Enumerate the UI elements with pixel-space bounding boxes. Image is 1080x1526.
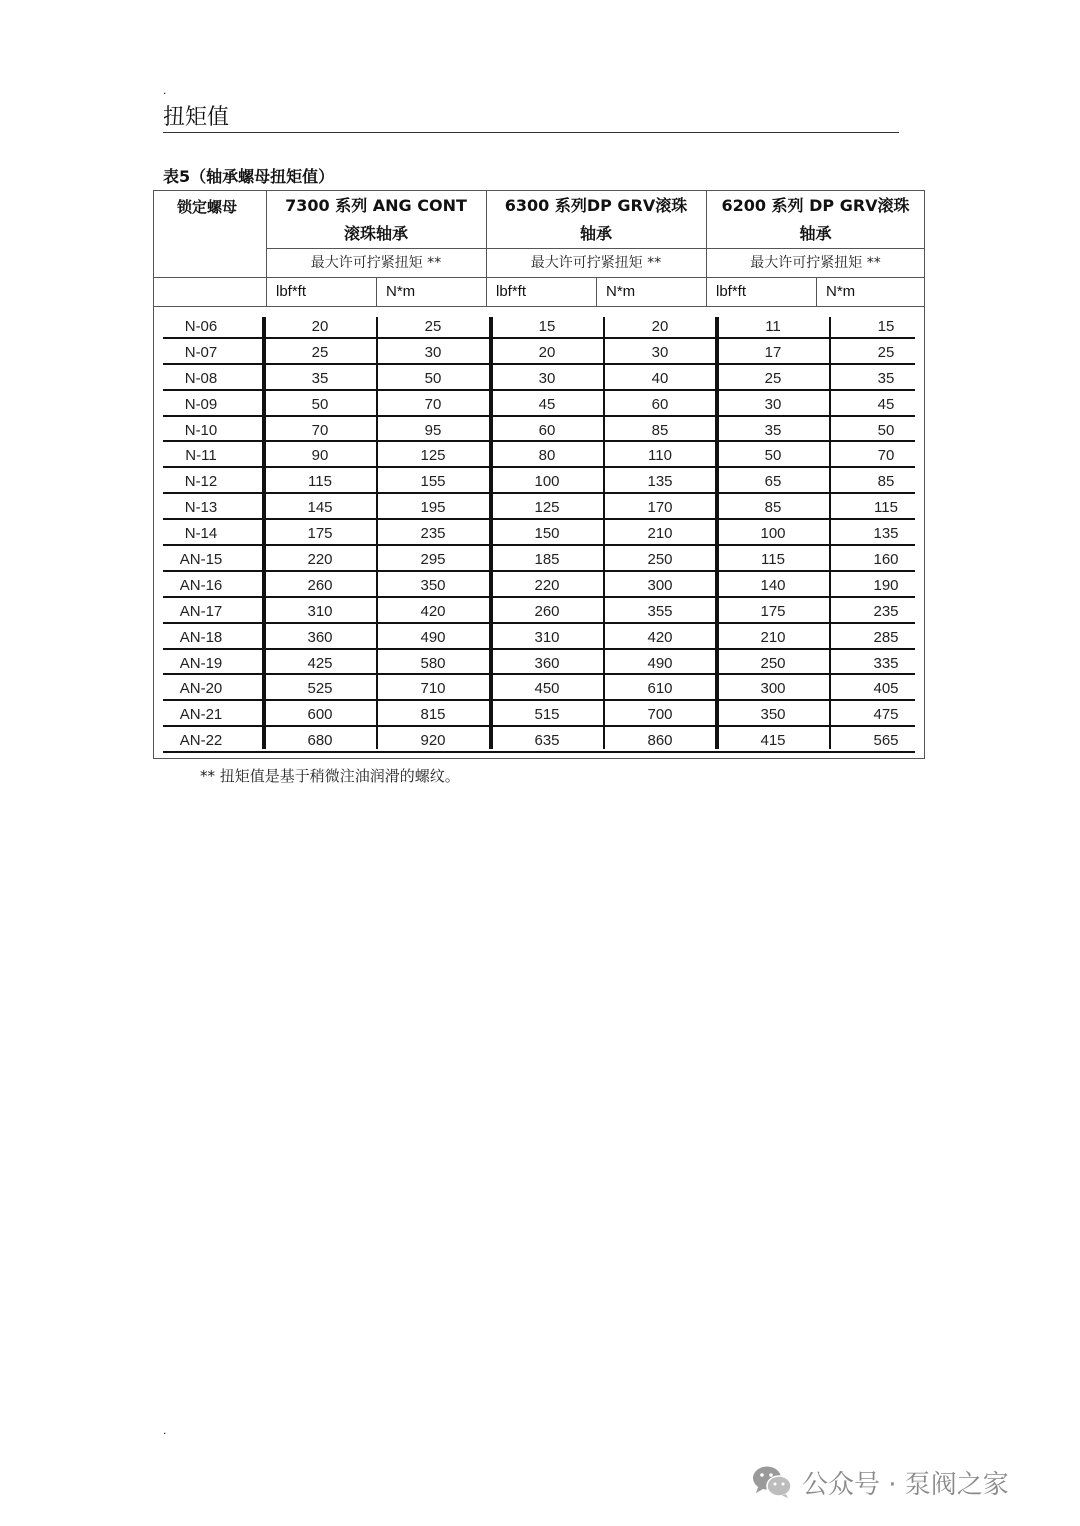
torque-value-cell: 355 bbox=[647, 602, 673, 620]
torque-value-cell: 50 bbox=[764, 447, 782, 465]
series-6300-line2: 轴承 bbox=[579, 224, 612, 243]
page-mark-top: . bbox=[163, 83, 167, 97]
nut-size-cell: N-11 bbox=[185, 447, 217, 465]
torque-value-cell: 565 bbox=[873, 732, 899, 750]
table-caption: 表5（轴承螺母扭矩值） bbox=[163, 167, 335, 186]
torque-value-cell: 25 bbox=[424, 318, 442, 335]
torque-value-cell: 175 bbox=[760, 602, 786, 620]
torque-value-cell: 490 bbox=[420, 628, 446, 646]
nut-size-cell: AN-15 bbox=[179, 551, 223, 569]
table-row bbox=[163, 572, 915, 598]
torque-value-cell: 860 bbox=[647, 732, 673, 750]
torque-value-cell: 310 bbox=[534, 628, 560, 646]
torque-value-cell: 15 bbox=[538, 318, 556, 335]
torque-value-cell: 125 bbox=[420, 447, 446, 465]
torque-value-cell: 350 bbox=[420, 576, 446, 594]
nut-size-cell: N-10 bbox=[184, 421, 218, 439]
page-mark-bottom: . bbox=[163, 1423, 167, 1437]
max-torque-label: 最大许可拧紧扭矩 ** bbox=[530, 255, 662, 271]
torque-value-cell: 70 bbox=[311, 421, 329, 439]
torque-value-cell: 95 bbox=[424, 421, 442, 439]
series-6200-line2: 轴承 bbox=[799, 224, 832, 243]
torque-value-cell: 30 bbox=[764, 395, 782, 413]
footnote: ** 扭矩值是基于稍微注油润滑的螺纹。 bbox=[200, 767, 460, 785]
torque-value-cell: 50 bbox=[311, 395, 329, 413]
torque-value-cell: 475 bbox=[873, 706, 899, 724]
nut-size-cell: AN-22 bbox=[179, 732, 223, 750]
table-row bbox=[163, 339, 915, 365]
torque-value-cell: 30 bbox=[538, 369, 556, 387]
nut-size-cell: AN-16 bbox=[179, 576, 223, 594]
torque-value-cell: 20 bbox=[538, 343, 556, 361]
torque-value-cell: 35 bbox=[877, 369, 895, 387]
table-row bbox=[163, 675, 915, 701]
table-body bbox=[163, 313, 915, 753]
column-rule bbox=[715, 317, 719, 749]
nut-size-cell: N-13 bbox=[184, 499, 218, 517]
torque-value-cell: 310 bbox=[307, 602, 333, 620]
torque-value-cell: 920 bbox=[420, 732, 446, 750]
torque-value-cell: 40 bbox=[651, 369, 669, 387]
torque-value-cell: 300 bbox=[647, 576, 673, 594]
torque-value-cell: 150 bbox=[534, 525, 560, 543]
series-7300-header bbox=[266, 191, 486, 248]
torque-value-cell: 680 bbox=[307, 732, 333, 750]
torque-value-cell: 25 bbox=[764, 369, 782, 387]
torque-value-cell: 425 bbox=[307, 654, 333, 672]
torque-value-cell: 65 bbox=[764, 473, 782, 491]
torque-value-cell: 260 bbox=[307, 576, 333, 594]
torque-value-cell: 45 bbox=[877, 395, 895, 413]
torque-value-cell: 17 bbox=[764, 343, 782, 361]
unit-header: lbf*ft bbox=[276, 283, 307, 300]
nut-size-cell: AN-17 bbox=[179, 602, 223, 620]
torque-value-cell: 145 bbox=[307, 499, 333, 517]
table-row bbox=[163, 442, 915, 468]
torque-value-cell: 250 bbox=[647, 551, 673, 569]
unit-header: N*m bbox=[606, 283, 636, 300]
series-6300-header bbox=[486, 191, 706, 248]
unit-header: N*m bbox=[386, 283, 416, 300]
torque-value-cell: 335 bbox=[873, 654, 899, 672]
series-6200-header bbox=[706, 191, 925, 248]
torque-value-cell: 210 bbox=[647, 525, 673, 543]
nut-size-cell: N-12 bbox=[184, 473, 218, 491]
torque-value-cell: 25 bbox=[877, 343, 895, 361]
nut-size-cell: N-07 bbox=[184, 343, 218, 361]
series-7300-line2: 滚珠轴承 bbox=[343, 224, 408, 243]
column-rule bbox=[376, 317, 378, 749]
torque-value-cell: 35 bbox=[764, 421, 782, 439]
torque-value-cell: 175 bbox=[307, 525, 333, 543]
torque-value-cell: 11 bbox=[765, 318, 781, 335]
table-row bbox=[163, 494, 915, 520]
watermark-text: 公众号 · 泵阀之家 bbox=[802, 1469, 1009, 1500]
torque-value-cell: 300 bbox=[760, 680, 786, 698]
torque-value-cell: 525 bbox=[307, 680, 333, 698]
header-divider bbox=[153, 306, 925, 307]
title-rule bbox=[163, 132, 899, 133]
torque-value-cell: 135 bbox=[873, 525, 899, 543]
table-row bbox=[163, 520, 915, 546]
torque-value-cell: 155 bbox=[420, 473, 446, 491]
torque-value-cell: 30 bbox=[424, 343, 442, 361]
torque-value-cell: 220 bbox=[307, 551, 333, 569]
torque-value-cell: 20 bbox=[311, 318, 329, 335]
torque-value-cell: 815 bbox=[420, 706, 446, 724]
nut-size-cell: N-06 bbox=[184, 318, 218, 335]
torque-value-cell: 125 bbox=[534, 499, 560, 517]
torque-value-cell: 115 bbox=[874, 499, 898, 517]
table-row bbox=[163, 650, 915, 676]
torque-value-cell: 210 bbox=[760, 628, 786, 646]
torque-value-cell: 405 bbox=[873, 680, 899, 698]
torque-value-cell: 60 bbox=[651, 395, 669, 413]
torque-value-cell: 20 bbox=[651, 318, 669, 335]
torque-value-cell: 115 bbox=[761, 551, 785, 569]
torque-value-cell: 85 bbox=[877, 473, 895, 491]
unit-header: lbf*ft bbox=[496, 283, 527, 300]
table-row bbox=[163, 391, 915, 417]
unit-header: N*m bbox=[826, 283, 856, 300]
torque-value-cell: 710 bbox=[420, 680, 446, 698]
series-7300-line1: 7300 系列 ANG CONT bbox=[285, 196, 467, 215]
torque-value-cell: 35 bbox=[311, 369, 329, 387]
watermark bbox=[752, 1458, 1009, 1506]
torque-value-cell: 285 bbox=[873, 628, 899, 646]
nut-size-cell: AN-18 bbox=[179, 628, 223, 646]
torque-value-cell: 635 bbox=[534, 732, 560, 750]
torque-value-cell: 45 bbox=[538, 395, 556, 413]
column-rule bbox=[262, 317, 266, 749]
torque-value-cell: 600 bbox=[307, 706, 333, 724]
table-row bbox=[163, 468, 915, 494]
nut-size-cell: AN-21 bbox=[179, 706, 223, 724]
table-row bbox=[163, 598, 915, 624]
torque-value-cell: 30 bbox=[651, 343, 669, 361]
series-6300-line1: 6300 系列DP GRV滚珠 bbox=[504, 196, 688, 215]
torque-value-cell: 195 bbox=[420, 499, 446, 517]
torque-value-cell: 610 bbox=[647, 680, 673, 698]
unit-header: lbf*ft bbox=[716, 283, 747, 300]
torque-value-cell: 90 bbox=[311, 447, 329, 465]
nut-size-cell: N-09 bbox=[184, 395, 218, 413]
table-row bbox=[163, 624, 915, 650]
torque-value-cell: 420 bbox=[420, 602, 446, 620]
series-6200-line1: 6200 系列 DP GRV滚珠 bbox=[721, 196, 910, 215]
torque-value-cell: 190 bbox=[873, 576, 899, 594]
column-rule bbox=[489, 317, 493, 749]
torque-value-cell: 85 bbox=[764, 499, 782, 517]
torque-value-cell: 100 bbox=[760, 525, 786, 543]
torque-value-cell: 80 bbox=[538, 447, 556, 465]
torque-value-cell: 360 bbox=[534, 654, 560, 672]
torque-value-cell: 70 bbox=[424, 395, 442, 413]
torque-value-cell: 260 bbox=[534, 602, 560, 620]
torque-value-cell: 360 bbox=[307, 628, 333, 646]
wechat-icon bbox=[752, 1465, 792, 1499]
table-row bbox=[163, 546, 915, 572]
table-row bbox=[163, 313, 915, 339]
nut-size-cell: N-08 bbox=[184, 369, 218, 387]
torque-value-cell: 185 bbox=[534, 551, 560, 569]
table-row bbox=[163, 417, 915, 443]
torque-value-cell: 100 bbox=[534, 473, 560, 491]
torque-value-cell: 415 bbox=[760, 732, 786, 750]
torque-value-cell: 60 bbox=[538, 421, 556, 439]
torque-value-cell: 50 bbox=[424, 369, 442, 387]
column-rule bbox=[603, 317, 605, 749]
torque-value-cell: 85 bbox=[651, 421, 669, 439]
torque-value-cell: 490 bbox=[647, 654, 673, 672]
max-torque-label: 最大许可拧紧扭矩 ** bbox=[310, 255, 442, 271]
torque-value-cell: 295 bbox=[420, 551, 446, 569]
torque-value-cell: 235 bbox=[873, 602, 899, 620]
nut-size-cell: AN-20 bbox=[179, 680, 223, 698]
torque-value-cell: 700 bbox=[647, 706, 673, 724]
torque-value-cell: 50 bbox=[877, 421, 895, 439]
torque-value-cell: 170 bbox=[647, 499, 673, 517]
nut-size-cell: N-14 bbox=[184, 525, 218, 543]
torque-value-cell: 135 bbox=[647, 473, 673, 491]
table-row bbox=[163, 727, 915, 753]
torque-value-cell: 250 bbox=[760, 654, 786, 672]
column-rule bbox=[829, 317, 831, 749]
torque-value-cell: 235 bbox=[420, 525, 446, 543]
torque-value-cell: 70 bbox=[877, 447, 895, 465]
page-title: 扭矩值 bbox=[163, 105, 230, 130]
torque-value-cell: 110 bbox=[648, 447, 672, 465]
table-row bbox=[163, 701, 915, 727]
torque-value-cell: 115 bbox=[308, 473, 332, 491]
max-torque-label: 最大许可拧紧扭矩 ** bbox=[750, 255, 881, 271]
torque-value-cell: 220 bbox=[534, 576, 560, 594]
table-row bbox=[163, 365, 915, 391]
torque-value-cell: 515 bbox=[534, 706, 560, 724]
torque-value-cell: 160 bbox=[873, 551, 899, 569]
nut-size-cell: AN-19 bbox=[179, 654, 223, 672]
torque-value-cell: 140 bbox=[760, 576, 786, 594]
torque-value-cell: 350 bbox=[760, 706, 786, 724]
torque-value-cell: 420 bbox=[647, 628, 673, 646]
torque-value-cell: 15 bbox=[877, 318, 895, 335]
torque-value-cell: 580 bbox=[420, 654, 446, 672]
torque-value-cell: 450 bbox=[534, 680, 560, 698]
lock-nut-header: 锁定螺母 bbox=[177, 198, 238, 216]
torque-value-cell: 25 bbox=[311, 343, 329, 361]
